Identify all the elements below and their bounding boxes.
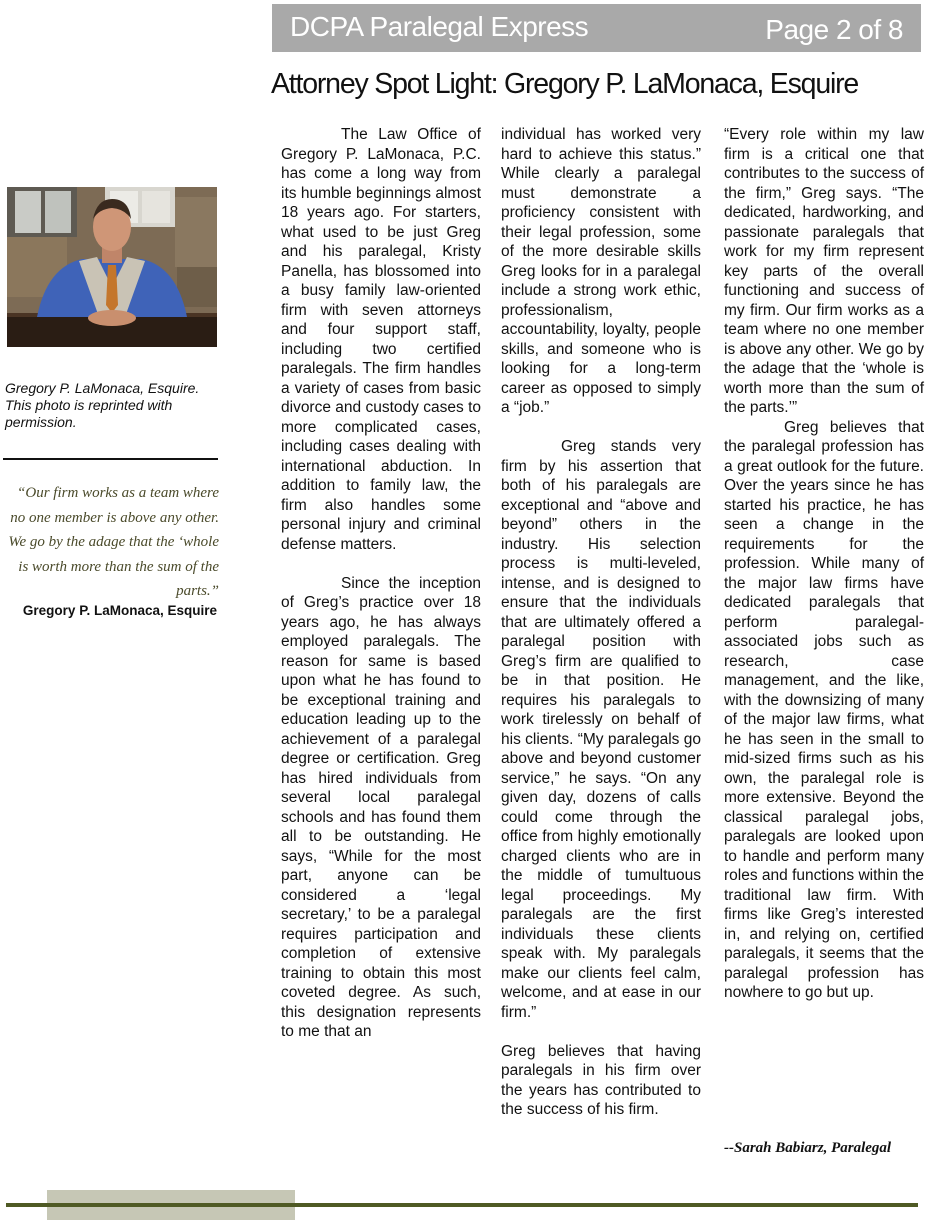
- paragraph: The Law Office of Gregory P. LaMonaca, P.C. has come a long way from its humble beginnings almost 18 years ago. For starters, what used to be just Greg and his paralegal, Kristy Panella, has blossomed into a busy family law-oriented firm with seven attorneys and four support staff, including two certified paralegals. The firm handles a variety of cases from basic divorce and custody cases to more complicated cases, including cases dealing with international abduction. In addition to family law, the firm also handles some personal injury and criminal defense matters.: [281, 126, 481, 553]
- footer-rule: [6, 1203, 918, 1207]
- pull-quote: “Our firm works as a team where no one member is above any other. We go by the adage that the ‘whole is worth more than the sum of the parts.”: [8, 485, 219, 599]
- article-column-3: [724, 125, 924, 1003]
- page-number: Page 2 of 8: [765, 14, 903, 45]
- paragraph: Greg stands very firm by his assertion that both of his paralegals are exceptional and “above and beyond” others in the industry. His selection process is multi-leveled, intense, and is designed to ensure that the individuals that are ultimately offered a paralegal position with Greg’s firm are qualified to be in that position. He requires his paralegals to work tirelessly on behalf of his clients. “My paralegals go above and beyond customer service,” he says. “On any given day, dozens of calls could come through the office from highly emotionally charged clients who are in the middle of tumultuous legal proceedings. My paralegals are the first individuals these clients speak with. My paralegals make our clients feel calm, welcome, and at ease in our firm.”: [501, 438, 701, 1021]
- article-column-2: [501, 125, 701, 1120]
- paragraph: Greg believes that the paralegal profession has a great outlook for the future. Over the years since he has started his practice, he has seen a change in the requirements for the profession. While many of the major law firms have dedicated paralegals that perform paralegal-associated jobs such as research, case management, and the like, with the downsizing of many of the major law firms, what he has seen in the small to mid-sized firms such as his own, the paralegal role is more extensive. Beyond the classical paralegal jobs, paralegals are looked upon to handle and perform many roles and functions within the traditional law firm. With firms like Greg’s interested in, and relying on, certified paralegals, it seems that the paralegal profession has nowhere to go but up.: [724, 418, 924, 1001]
- paragraph: Greg believes that having paralegals in his firm over the years has contributed to the success of his firm.: [501, 1042, 701, 1118]
- paragraph: “Every role within my law firm is a critical one that contributes to the success of the firm,” Greg says. “The dedicated, hardworking, and passionate paralegals that work for my firm represent key parts of the overall functioning and success of my firm. Our firm works as a team where no one member is above any other. We go by the adage that the ‘whole is worth more than the sum of the parts.’”: [724, 126, 924, 416]
- sidebar-divider: [3, 458, 218, 460]
- author-signature: --Sarah Babiarz, Paralegal: [724, 1140, 892, 1156]
- article-title: Attorney Spot Light: Gregory P. LaMonaca, Esquire: [271, 68, 859, 100]
- newsletter-header: [272, 4, 921, 52]
- article-column-1: [281, 125, 481, 1042]
- newsletter-title: DCPA Paralegal Express: [290, 11, 589, 42]
- photo-caption: Gregory P. LaMonaca, Esquire. This photo is reprinted with permission.: [5, 380, 200, 430]
- paragraph: individual has worked very hard to achieve this status.” While clearly a paralegal must demonstrate a proficiency consistent with their legal profession, some of the more desirable skills Greg looks for in a paralegal include a strong work ethic, professionalism, accountability, loyalty, people skills, and someone who is looking for a long-term career as opposed to simply a “job.”: [501, 126, 701, 416]
- attorney-photo: [7, 187, 217, 347]
- paragraph: Since the inception of Greg’s practice over 18 years ago, he has always employed paralegals. The reason for same is based upon what he has found to be exceptional training and education leading up to the achievement of a paralegal degree or certification. Greg has hired individuals from several local paralegal schools and has found them all to be outstanding. He says, “While for the most part, anyone can be considered a ‘legal secretary,’ to be a paralegal requires participation and completion of extensive training to obtain this most coveted degree. As such, this designation represents to me that an: [281, 574, 481, 1040]
- quote-attribution: Gregory P. LaMonaca, Esquire: [22, 603, 217, 618]
